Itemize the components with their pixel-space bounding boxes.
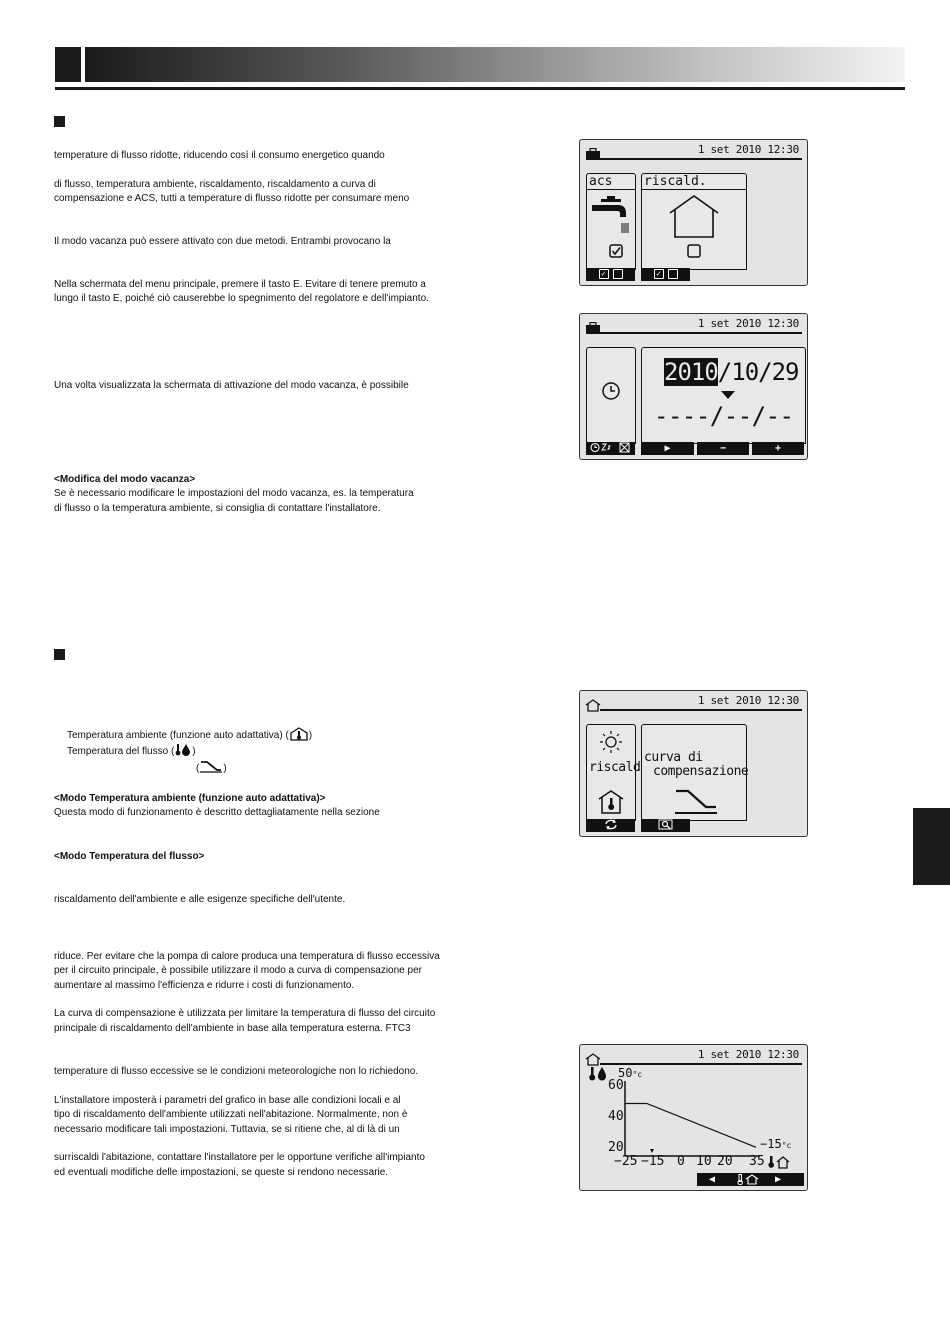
end-date-field[interactable]: ----/--/-- [654,402,794,430]
paragraph-line: di flusso o la temperatura ambiente, si consiglia di contattare l'installatore. [54,503,381,514]
curve-series-line [625,1104,756,1148]
paragraph-line: per il circuito principale, è possibile utilizzare il modo a curva di compensazione per [54,965,422,976]
panel-riscald[interactable] [586,724,641,821]
paragraph-line: temperature di flusso ridotte, riducendo così il consumo energetico quando [54,150,385,161]
panel-divider [587,189,635,190]
year-field[interactable]: 2010 [664,358,718,386]
function-button-next[interactable]: ▶ [641,442,694,455]
arrow-down-icon [720,390,736,400]
paragraph-line: Se è necessario modificare le impostazioni del modo vacanza, es. la temperatura [54,488,414,499]
outdoor-temp-icon [768,1155,792,1169]
header-bar [85,47,905,82]
clock-icon [601,381,621,401]
list-item: Temperatura del flusso ( ) [67,743,196,760]
y-tick-label: 40 [608,1109,624,1124]
lcd-rule [600,158,802,160]
side-tab [913,808,950,885]
x-tick-label: 0 [677,1154,685,1169]
function-bar-navigation [697,1173,804,1186]
magnifier-icon [658,819,674,830]
lcd-datetime: 1 set 2010 12:30 [697,1048,799,1061]
flow-temp-icon [174,743,192,756]
x-tick-label: −25 [614,1154,638,1169]
function-button-minus[interactable]: − [697,442,749,455]
header-rule [55,87,905,90]
top-temp-label: 50°c [618,1066,643,1080]
section-marker [54,649,65,660]
paragraph-line: Il modo vacanza può essere attivato con due metodi. Entrambi provocano la [54,236,391,247]
y-tick-label: 20 [608,1140,624,1155]
list-item: Temperatura ambiente (funzione auto adattativa) ( ) [67,727,312,744]
lcd-datetime: 1 set 2010 12:30 [697,317,799,330]
paragraph-line: Una volta visualizzata la schermata di attivazione del modo vacanza, è possibile [54,380,409,391]
x-tick-label: 35 [749,1154,765,1169]
clock-sleep-icon [589,442,633,453]
paragraph-line: surriscaldi l'abitazione, contattare l'installatore per le opportune verifiche all'impianto [54,1152,425,1163]
paragraph-line: di flusso, temperatura ambiente, riscaldamento, riscaldamento a curva di [54,179,376,190]
paragraph-line: necessario modificare tali impostazioni. Tuttavia, se si ritiene che, al di là di un [54,1124,400,1135]
subheading: <Modo Temperatura ambiente (funzione auto adattativa)> [54,793,326,804]
paragraph-line: aumentare al massimo l'efficienza e ridurre i costi di funzionamento. [54,980,355,991]
paragraph-line: principale di riscaldamento dell'ambiente in base alla temperatura esterna. FTC3 [54,1023,411,1034]
room-temp-icon [289,727,309,741]
lcd-screen-holiday-select [579,139,808,286]
list-item: ( ) [196,760,227,777]
panel-label-curva-1: curva di [644,750,703,765]
house-small-icon [585,699,601,712]
lcd-datetime: 1 set 2010 12:30 [697,143,799,156]
paragraph-line: Questa modo di funzionamento è descritto dettagliatamente nella sezione [54,807,380,818]
x-tick-label: 20 [717,1154,733,1169]
panel-acs[interactable] [586,173,636,270]
function-button-zoom[interactable] [641,819,690,832]
lcd-screen-holiday-date [579,313,808,460]
low-temp-label: −15°c [760,1137,792,1151]
paragraph-line: temperature di flusso eccessive se le condizioni meteorologiche non lo richiedono. [54,1066,419,1077]
checkbox-empty-icon[interactable] [687,244,701,258]
panel-date-entry[interactable] [641,347,806,444]
paragraph-line: La curva di compensazione è utilizzata per limitare la temperatura di flusso del circuito [54,1008,436,1019]
x-tick-label: −15 [641,1154,665,1169]
function-button-2[interactable]: ✓ [641,268,690,281]
header-block [55,47,81,82]
y-tick-label: 60 [608,1078,624,1093]
checkbox-checked-icon[interactable] [609,244,623,258]
current-temp-marker [650,1149,654,1153]
panel-label-acs: acs [589,174,613,189]
compensation-curve-icon [199,760,223,773]
x-tick-label: 10 [696,1154,712,1169]
panel-label-riscald: riscald. [644,174,707,189]
thermometer-house-icon[interactable] [737,1174,761,1185]
panel-riscald[interactable] [641,173,747,270]
tap-icon [590,193,632,235]
paragraph-line: ed eventuali modifiche delle impostazioni, se queste si rendono necessarie. [54,1167,389,1178]
paragraph-line: compensazione e ACS, tutti a temperature di flusso ridotte per consumare meno [54,193,410,204]
function-button-1[interactable] [586,442,635,455]
lcd-screen-heating-mode [579,690,808,837]
arrow-left-button[interactable]: ◀ [709,1174,716,1185]
arrow-right-button[interactable]: ▶ [775,1174,782,1185]
sun-icon [599,730,623,754]
panel-clock [586,347,636,444]
refresh-icon [604,819,618,830]
function-button-cycle[interactable] [586,819,635,832]
panel-divider [642,189,746,190]
subheading: <Modo Temperatura del flusso> [54,851,205,862]
lcd-rule [600,332,802,334]
room-temp-icon [597,789,625,815]
house-icon [667,193,721,239]
function-button-1[interactable]: ✓ [586,268,635,281]
lcd-datetime: 1 set 2010 12:30 [697,694,799,707]
panel-label-curva-2: compensazione [653,764,749,779]
paragraph-line: riduce. Per evitare che la pompa di calore produca una temperatura di flusso eccessiva [54,951,440,962]
paragraph-line: tipo di riscaldamento dell'ambiente utilizzati nell'abitazione. Normalmente, non è [54,1109,408,1120]
section-marker [54,116,65,127]
subheading: <Modifica del modo vacanza> [54,474,196,485]
panel-label-riscald: riscald [589,760,641,775]
lcd-screen-compensation-graph [579,1044,808,1191]
paragraph-line: Nella schermata del menu principale, premere il tasto E. Evitare di tenere premuto a [54,279,426,290]
suitcase-icon [585,322,601,335]
suitcase-icon [585,148,601,161]
lcd-rule [600,709,802,711]
compensation-curve-icon [674,789,718,815]
paragraph-line: riscaldamento dell'ambiente e alle esigenze specifiche dell'utente. [54,894,346,905]
paragraph-line: lungo il tasto E, poiché ciò causerebbe lo spegnimento del regolatore e dell'impianto. [54,293,429,304]
date-field[interactable] [664,358,799,386]
day-field[interactable]: /29 [758,358,799,386]
function-button-plus[interactable]: + [752,442,804,455]
month-field[interactable]: /10 [717,358,759,386]
panel-curva[interactable] [641,724,747,821]
paragraph-line: L'installatore imposterà i parametri del grafico in base alle condizioni locali e al [54,1095,401,1106]
